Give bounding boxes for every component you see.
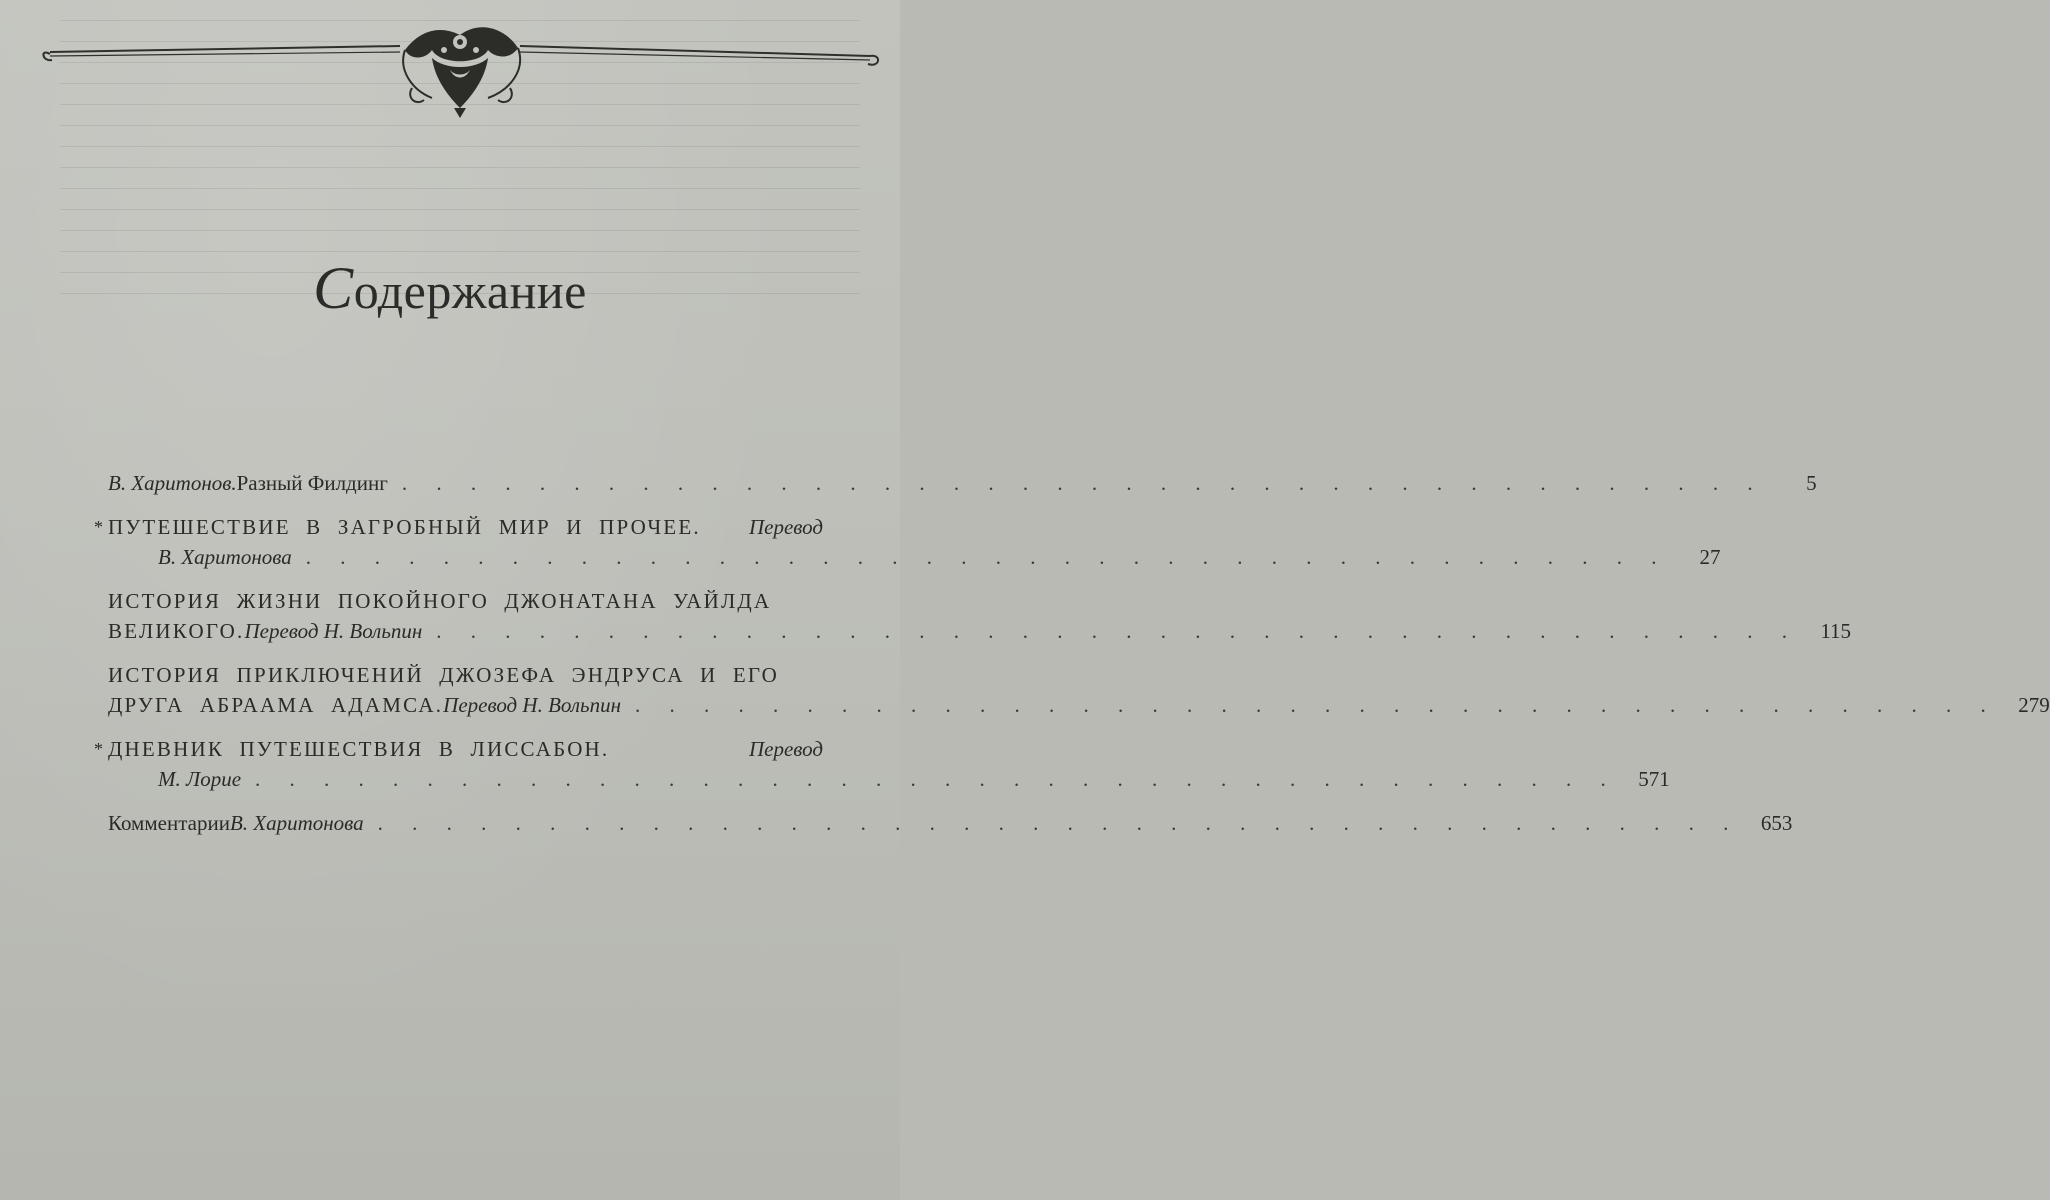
entry-title: ИСТОРИЯ ПРИКЛЮЧЕНИЙ ДЖОЗЕФА ЭНДРУСА И ЕГО <box>108 663 780 687</box>
toc-entry <box>108 468 1817 498</box>
entry-title: ДНЕВНИК ПУТЕШЕСТВИЯ В ЛИССАБОН. <box>108 737 610 761</box>
entry-title: Разный Филдинг <box>236 471 388 495</box>
table-of-contents <box>94 468 2050 852</box>
toc-entry <box>94 512 1721 572</box>
toc-entry <box>108 808 1793 838</box>
leader-dots: . . . . . . . . . . . . . . . . . . . . . . . . . . . . . . . . . . . . . . . . <box>436 619 1800 643</box>
entry-title: ИСТОРИЯ ЖИЗНИ ПОКОЙНОГО ДЖОНАТАНА УАЙЛДА <box>108 589 772 613</box>
entry-translator: В. Харитонова <box>158 545 292 569</box>
entry-author: В. Харитонова <box>229 811 364 835</box>
page-number: 27 <box>1699 545 1721 569</box>
page-number: 653 <box>1760 811 1793 835</box>
entry-author: В. Харитонов. <box>108 471 237 495</box>
page-number: 571 <box>1638 767 1670 791</box>
asterisk-marker: * <box>94 739 103 759</box>
page-number: 279 <box>2018 693 2050 717</box>
toc-entry <box>94 734 1670 794</box>
title-initial: С <box>313 254 354 321</box>
entry-translator: Перевод Н. Вольпин <box>443 693 622 717</box>
asterisk-marker: * <box>94 517 103 537</box>
translator-label: Перевод <box>749 737 823 761</box>
translator-label: Перевод <box>749 515 823 539</box>
leader-dots: . . . . . . . . . . . . . . . . . . . . . . . . . . . . . . . . . . . . . . . . <box>305 545 1669 569</box>
leader-dots: . . . . . . . . . . . . . . . . . . . . . . . . . . . . . . . . . . . . . . . . <box>401 471 1765 495</box>
entry-title-cont: ВЕЛИКОГО. <box>108 619 245 643</box>
entry-title: ПУТЕШЕСТВИЕ В ЗАГРОБНЫЙ МИР И ПРОЧЕЕ. <box>108 515 701 539</box>
entry-translator: Перевод Н. Вольпин <box>244 619 423 643</box>
floral-headpiece-icon <box>40 10 880 120</box>
toc-entry <box>108 586 1852 646</box>
toc-entry <box>108 660 2050 720</box>
leader-dots: . . . . . . . . . . . . . . . . . . . . . . . . . . . . . . . . . . . . . . . . <box>255 767 1618 791</box>
leader-dots: . . . . . . . . . . . . . . . . . . . . . . . . . . . . . . . . . . . . . . . . <box>635 693 1998 717</box>
page-number: 115 <box>1820 619 1852 643</box>
entry-translator: М. Лорие <box>158 767 242 791</box>
leader-dots: . . . . . . . . . . . . . . . . . . . . . . . . . . . . . . . . . . . . . . . . <box>377 811 1741 835</box>
title-rest: одержание <box>353 262 587 319</box>
page-title <box>0 254 900 323</box>
page-number: 5 <box>1806 471 1817 495</box>
entry-title-cont: ДРУГА АБРААМА АДАМСА. <box>108 693 444 717</box>
entry-title: Комментарии <box>108 811 230 835</box>
